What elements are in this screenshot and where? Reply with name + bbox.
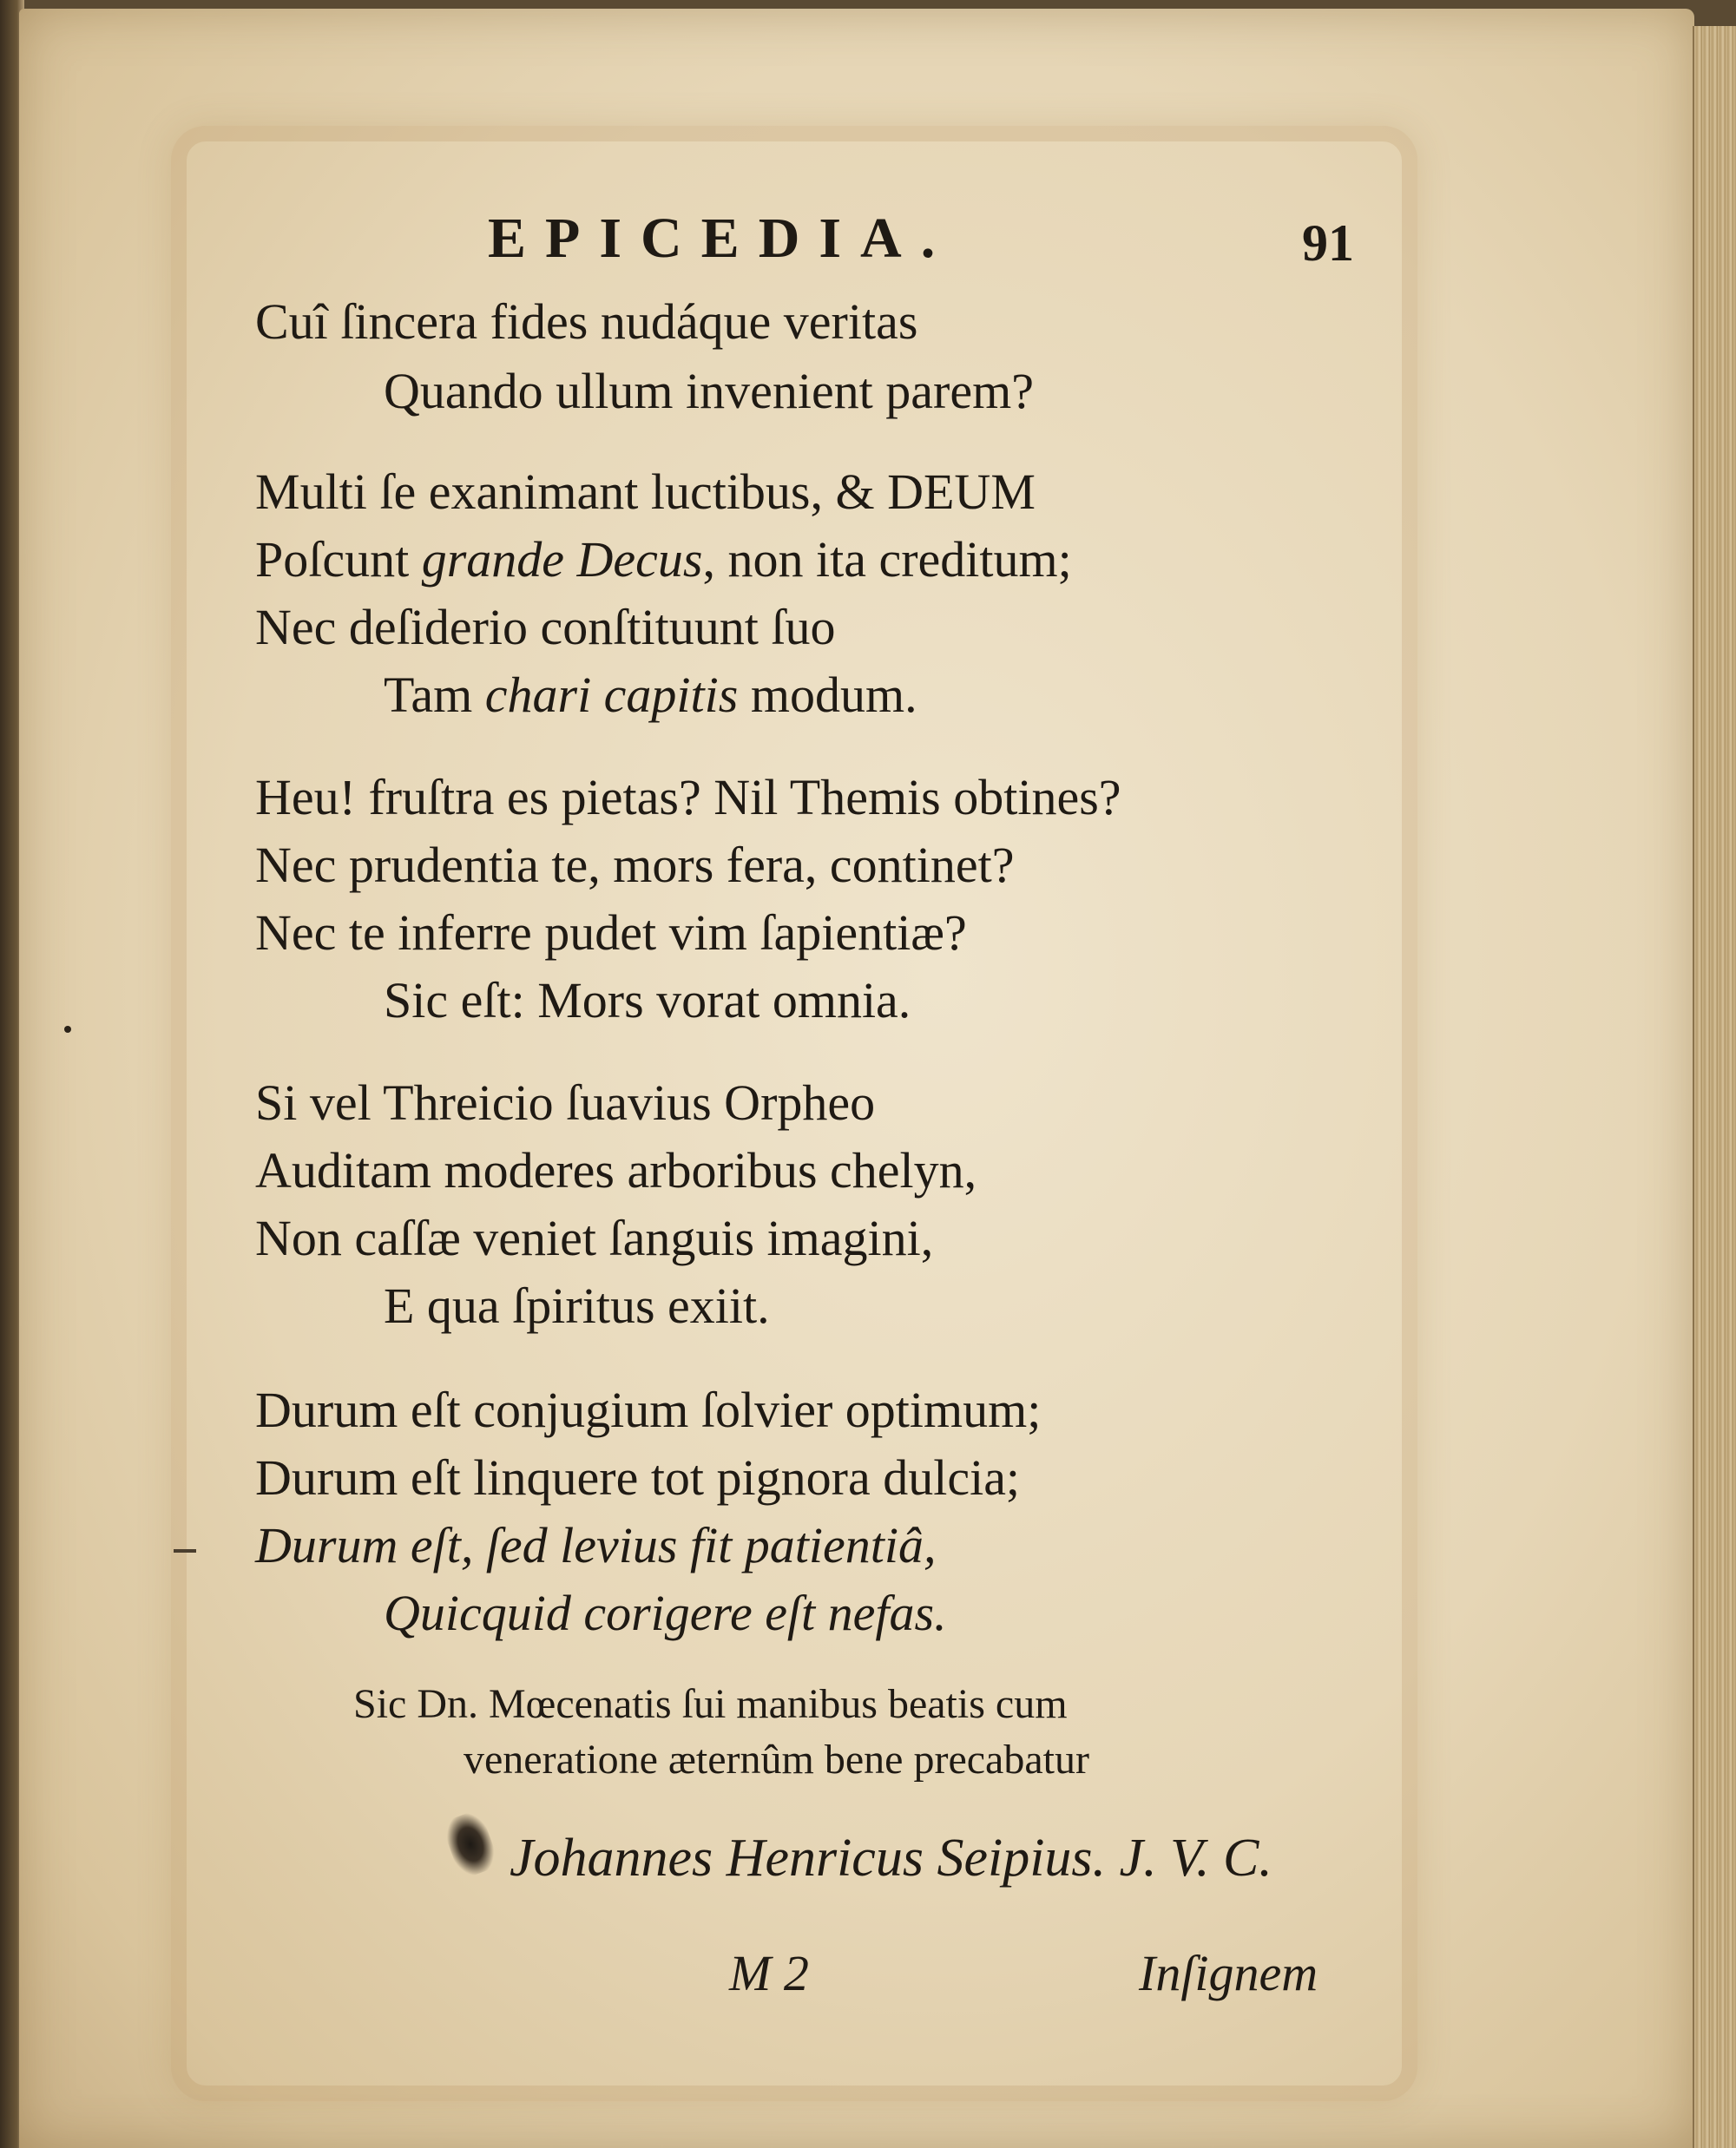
verse-line: Auditam moderes arboribus chelyn, <box>255 1142 977 1199</box>
verse-line: Durum eſt linquere tot pignora dulcia; <box>255 1449 1021 1506</box>
page-leaf <box>19 9 1694 2148</box>
verse-line: Si vel Threicio ſuavius Orpheo <box>255 1074 876 1131</box>
verse-line: Quando ullum invenient parem? <box>384 363 1034 419</box>
verse-fragment: , non ita creditum; <box>702 531 1072 588</box>
verse-fragment: Poſcunt <box>255 531 410 588</box>
verse-line: Heu! fruſtra es pietas? Nil Themis obtines? <box>255 769 1121 825</box>
verse-fragment: modum. <box>750 667 917 723</box>
verse-line-italic: Durum eſt, ſed levius fit patientiâ, <box>255 1517 937 1573</box>
dedication-line: Sic Dn. Mœcenatis ſui manibus beatis cum <box>353 1681 1068 1727</box>
verse-line: Sic eſt: Mors vorat omnia. <box>384 972 911 1028</box>
margin-mark <box>174 1549 196 1553</box>
verse-line: E qua ſpiritus exiit. <box>384 1278 770 1334</box>
dedication-line: veneratione æternûm bene precabatur <box>464 1737 1089 1783</box>
page-edges <box>1693 26 1736 2148</box>
ink-blot <box>440 1809 500 1880</box>
page-number: 91 <box>1302 214 1354 272</box>
verse-line: Cuî ſincera fides nudáque veritas <box>255 293 918 350</box>
verse-fragment: Tam <box>384 667 473 723</box>
verse-line: Nec te inferre pudet vim ſapientiæ? <box>255 904 967 961</box>
signature-mark: M 2 <box>729 1945 809 2001</box>
verse-line: Multi ſe exanimant luctibus, & DEUM <box>255 463 1036 520</box>
verse-fragment-italic: grande Decus <box>421 531 703 588</box>
catchword: Inſignem <box>1139 1945 1318 2001</box>
verse-fragment-italic: chari capitis <box>484 667 739 723</box>
margin-dot <box>64 1026 71 1033</box>
verse-line <box>384 667 917 723</box>
running-header: EPICEDIA. <box>488 207 955 270</box>
verse-line: Nec prudentia te, mors fera, continet? <box>255 837 1015 893</box>
verse-line: Nec deſiderio conſtituunt ſuo <box>255 599 836 655</box>
verse-line: Non caſſæ veniet ſanguis imagini, <box>255 1210 934 1266</box>
verse-line: Durum eſt conjugium ſolvier optimum; <box>255 1382 1042 1438</box>
author-signature: Johannes Henricus Seipius. J. V. C. <box>510 1829 1272 1888</box>
verse-line-italic: Quicquid corigere eſt nefas. <box>384 1585 947 1641</box>
verse-line <box>255 531 1072 588</box>
